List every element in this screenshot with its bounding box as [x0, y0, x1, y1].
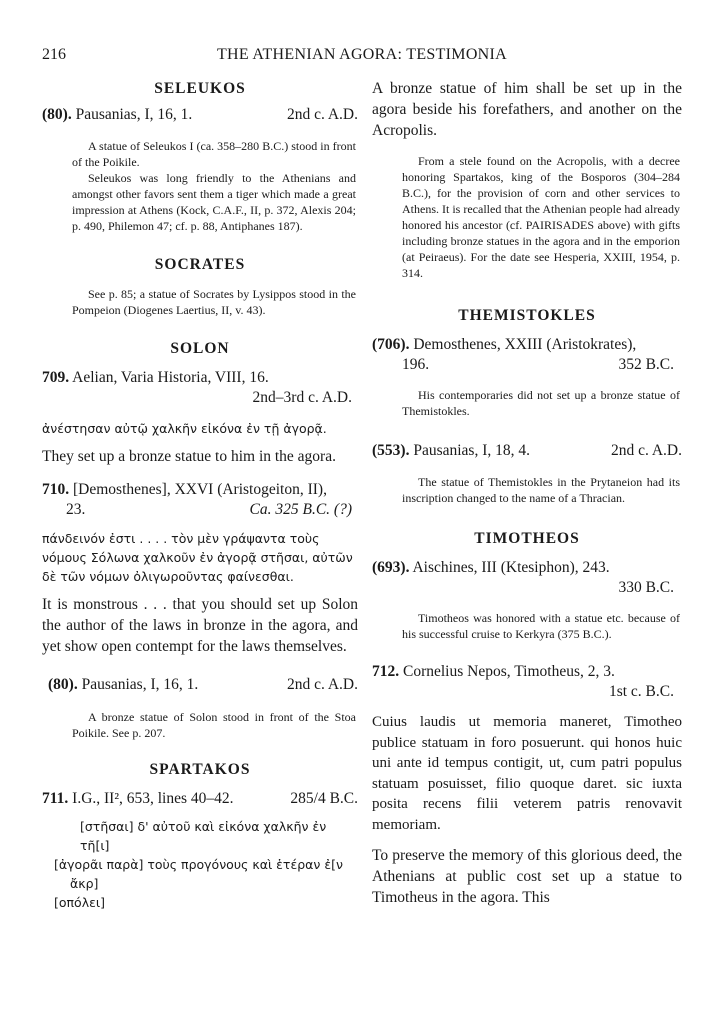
latin-text-712: Cuius laudis ut memoria maneret, Timotheo publice statuam in foro posuerunt. qui honos huic uni ante id tempus contigit, ut, cum patri populus statuam posuisset, filio quoque daret. sic iuxta posita recens filii veterem patris renovavit memoriam. — [372, 714, 682, 833]
right-column — [372, 78, 682, 908]
note-seleukos — [42, 138, 358, 234]
entry-number: (80). — [48, 676, 78, 693]
entry-80-solon — [42, 675, 358, 695]
entry-date: Ca. 325 B.C. (?) — [249, 501, 352, 518]
greek-line: [ἀγορᾶι παρὰ] τοὺς προγόνους καὶ ἑτέραν ἐ[ν — [54, 857, 343, 872]
section-heading-solon: SOLON — [170, 340, 230, 357]
note-paragraph: From a stele found on the Acropolis, with a decree honoring Spartakos, king of the Bosporos (304–284 B.C.), for the provision of corn and other services to Athens. It is recalled that the Athenian people had already honored his ancestor (cf. PAIRISADES above) with gifts including bronze statues in the agora and in the emporion (at Peiraeus). For the date see Hesperia, XXIII, 1954, p. 314. — [402, 154, 680, 280]
entry-80-seleukos — [42, 105, 358, 125]
entry-date: 285/4 B.C. — [290, 790, 358, 807]
entry-date: 2nd c. A.D. — [286, 676, 358, 693]
entry-date: 2nd–3rd c. A.D. — [252, 389, 352, 406]
entry-706 — [372, 335, 682, 375]
entry-source: Aischines, III (Ktesiphon), 243. — [409, 559, 610, 576]
entry-number: (693). — [372, 559, 410, 576]
note-paragraph: A statue of Seleukos I (ca. 358–280 B.C.) stood in front of the Poikile. — [72, 139, 356, 169]
note-paragraph: The statue of Themistokles in the Prytaneion had its inscription changed to the name of a Thracian. — [402, 475, 680, 505]
note-spartakos — [372, 153, 682, 281]
section-heading-seleukos: SELEUKOS — [154, 80, 246, 97]
note-paragraph: His contemporaries did not set up a bronze statue of Themistokles. — [402, 388, 680, 418]
greek-text-711 — [42, 817, 358, 912]
entry-source: Demosthenes, XXIII (Aristokrates), — [409, 336, 637, 353]
entry-553 — [372, 441, 682, 461]
entry-number: 712. — [372, 663, 400, 680]
note-paragraph: See p. 85; a statue of Socrates by Lysippos stood in the Pompeion (Diogenes Laertius, II, v. 43). — [72, 287, 356, 317]
left-column — [42, 78, 358, 912]
page-number: 216 — [42, 46, 66, 63]
greek-line: [στῆσαι] δ' αὐτοῦ καὶ εἰκόνα χαλκῆν ἐν τῆ[ι] — [80, 819, 327, 853]
section-heading-socrates: SOCRATES — [154, 256, 246, 273]
entry-date: 2nd c. A.D. — [286, 106, 358, 123]
entry-693 — [372, 558, 682, 598]
entry-711 — [42, 789, 358, 809]
note-paragraph: Seleukos was long friendly to the Athenians and amongst other favors sent them a tiger which made a great impression at Athens (Kock, C.A.F., II, p. 372, Alexis 204; p. 490, Philemon 47; cf. p. 88, Antiphanes 187). — [72, 171, 356, 233]
entry-source: Cornelius Nepos, Timotheus, 2, 3. — [399, 663, 615, 680]
note-socrates — [42, 286, 358, 318]
entry-number: 709. — [42, 369, 70, 386]
greek-text-710: πάνδεινόν ἐστι . . . . τὸν μὲν γράψαντα τοὺς νόμους Σόλωνα χαλκοῦν ἐν ἀγορᾷ στῆσαι, αὐτῶν δὲ τῶν νόμων ὀλιγωροῦντας φαίνεσθαι. — [42, 531, 353, 584]
running-title: THE ATHENIAN AGORA: TESTIMONIA — [216, 46, 508, 63]
translation-711: A bronze statue of him shall be set up in the agora beside his forefathers, and another on the Acropolis. — [372, 80, 682, 139]
entry-710 — [42, 480, 358, 520]
translation-709: They set up a bronze statue to him in the agora. — [42, 448, 336, 465]
section-heading-themistokles: THEMISTOKLES — [458, 307, 596, 324]
entry-date: 352 B.C. — [618, 356, 674, 373]
entry-date: 1st c. B.C. — [608, 683, 674, 700]
section-heading-timotheos: TIMOTHEOS — [474, 530, 580, 547]
entry-709 — [42, 368, 358, 408]
entry-date: 2nd c. A.D. — [610, 442, 682, 459]
entry-number: (553). — [372, 442, 410, 459]
note-553 — [372, 474, 682, 506]
entry-source: Pausanias, I, 16, 1. — [77, 676, 199, 693]
entry-source-cont: 23. — [66, 501, 86, 518]
greek-text-709: ἀνέστησαν αὐτῷ χαλκῆν εἰκόνα ἐν τῇ ἀγορᾷ. — [42, 421, 327, 436]
entry-number: (706). — [372, 336, 410, 353]
note-paragraph: Timotheos was honored with a statue etc. because of his successful cruise to Kerkyra (375 B.C.). — [402, 611, 680, 641]
entry-number: 711. — [42, 790, 69, 807]
greek-line: [οπόλει] — [54, 895, 105, 910]
entry-source: Pausanias, I, 16, 1. — [71, 106, 193, 123]
page-header — [42, 46, 682, 70]
translation-712: To preserve the memory of this glorious deed, the Athenians at public cost set up a statue to Timotheus in the agora. This — [372, 847, 682, 906]
note-693 — [372, 610, 682, 642]
greek-line: ἄκρ] — [70, 876, 99, 891]
entry-date: 330 B.C. — [618, 579, 674, 596]
entry-source: Aelian, Varia Historia, VIII, 16. — [69, 369, 269, 386]
entry-number: (80). — [42, 106, 72, 123]
entry-source: Pausanias, I, 18, 4. — [409, 442, 530, 459]
section-heading-spartakos: SPARTAKOS — [149, 761, 251, 778]
entry-source-cont: 196. — [402, 356, 430, 373]
entry-source: I.G., II², 653, lines 40–42. — [68, 790, 234, 807]
note-paragraph: A bronze statue of Solon stood in front of the Stoa Poikile. See p. 207. — [72, 710, 356, 740]
entry-source: [Demosthenes], XXVI (Aristogeiton, II), — [69, 481, 327, 498]
entry-number: 710. — [42, 481, 70, 498]
note-solon-80 — [42, 709, 358, 741]
translation-710: It is monstrous . . . that you should set up Solon the author of the laws in bronze in the agora, and yet show open contempt for the laws themselves. — [42, 596, 358, 655]
entry-712 — [372, 662, 682, 702]
note-706 — [372, 387, 682, 419]
